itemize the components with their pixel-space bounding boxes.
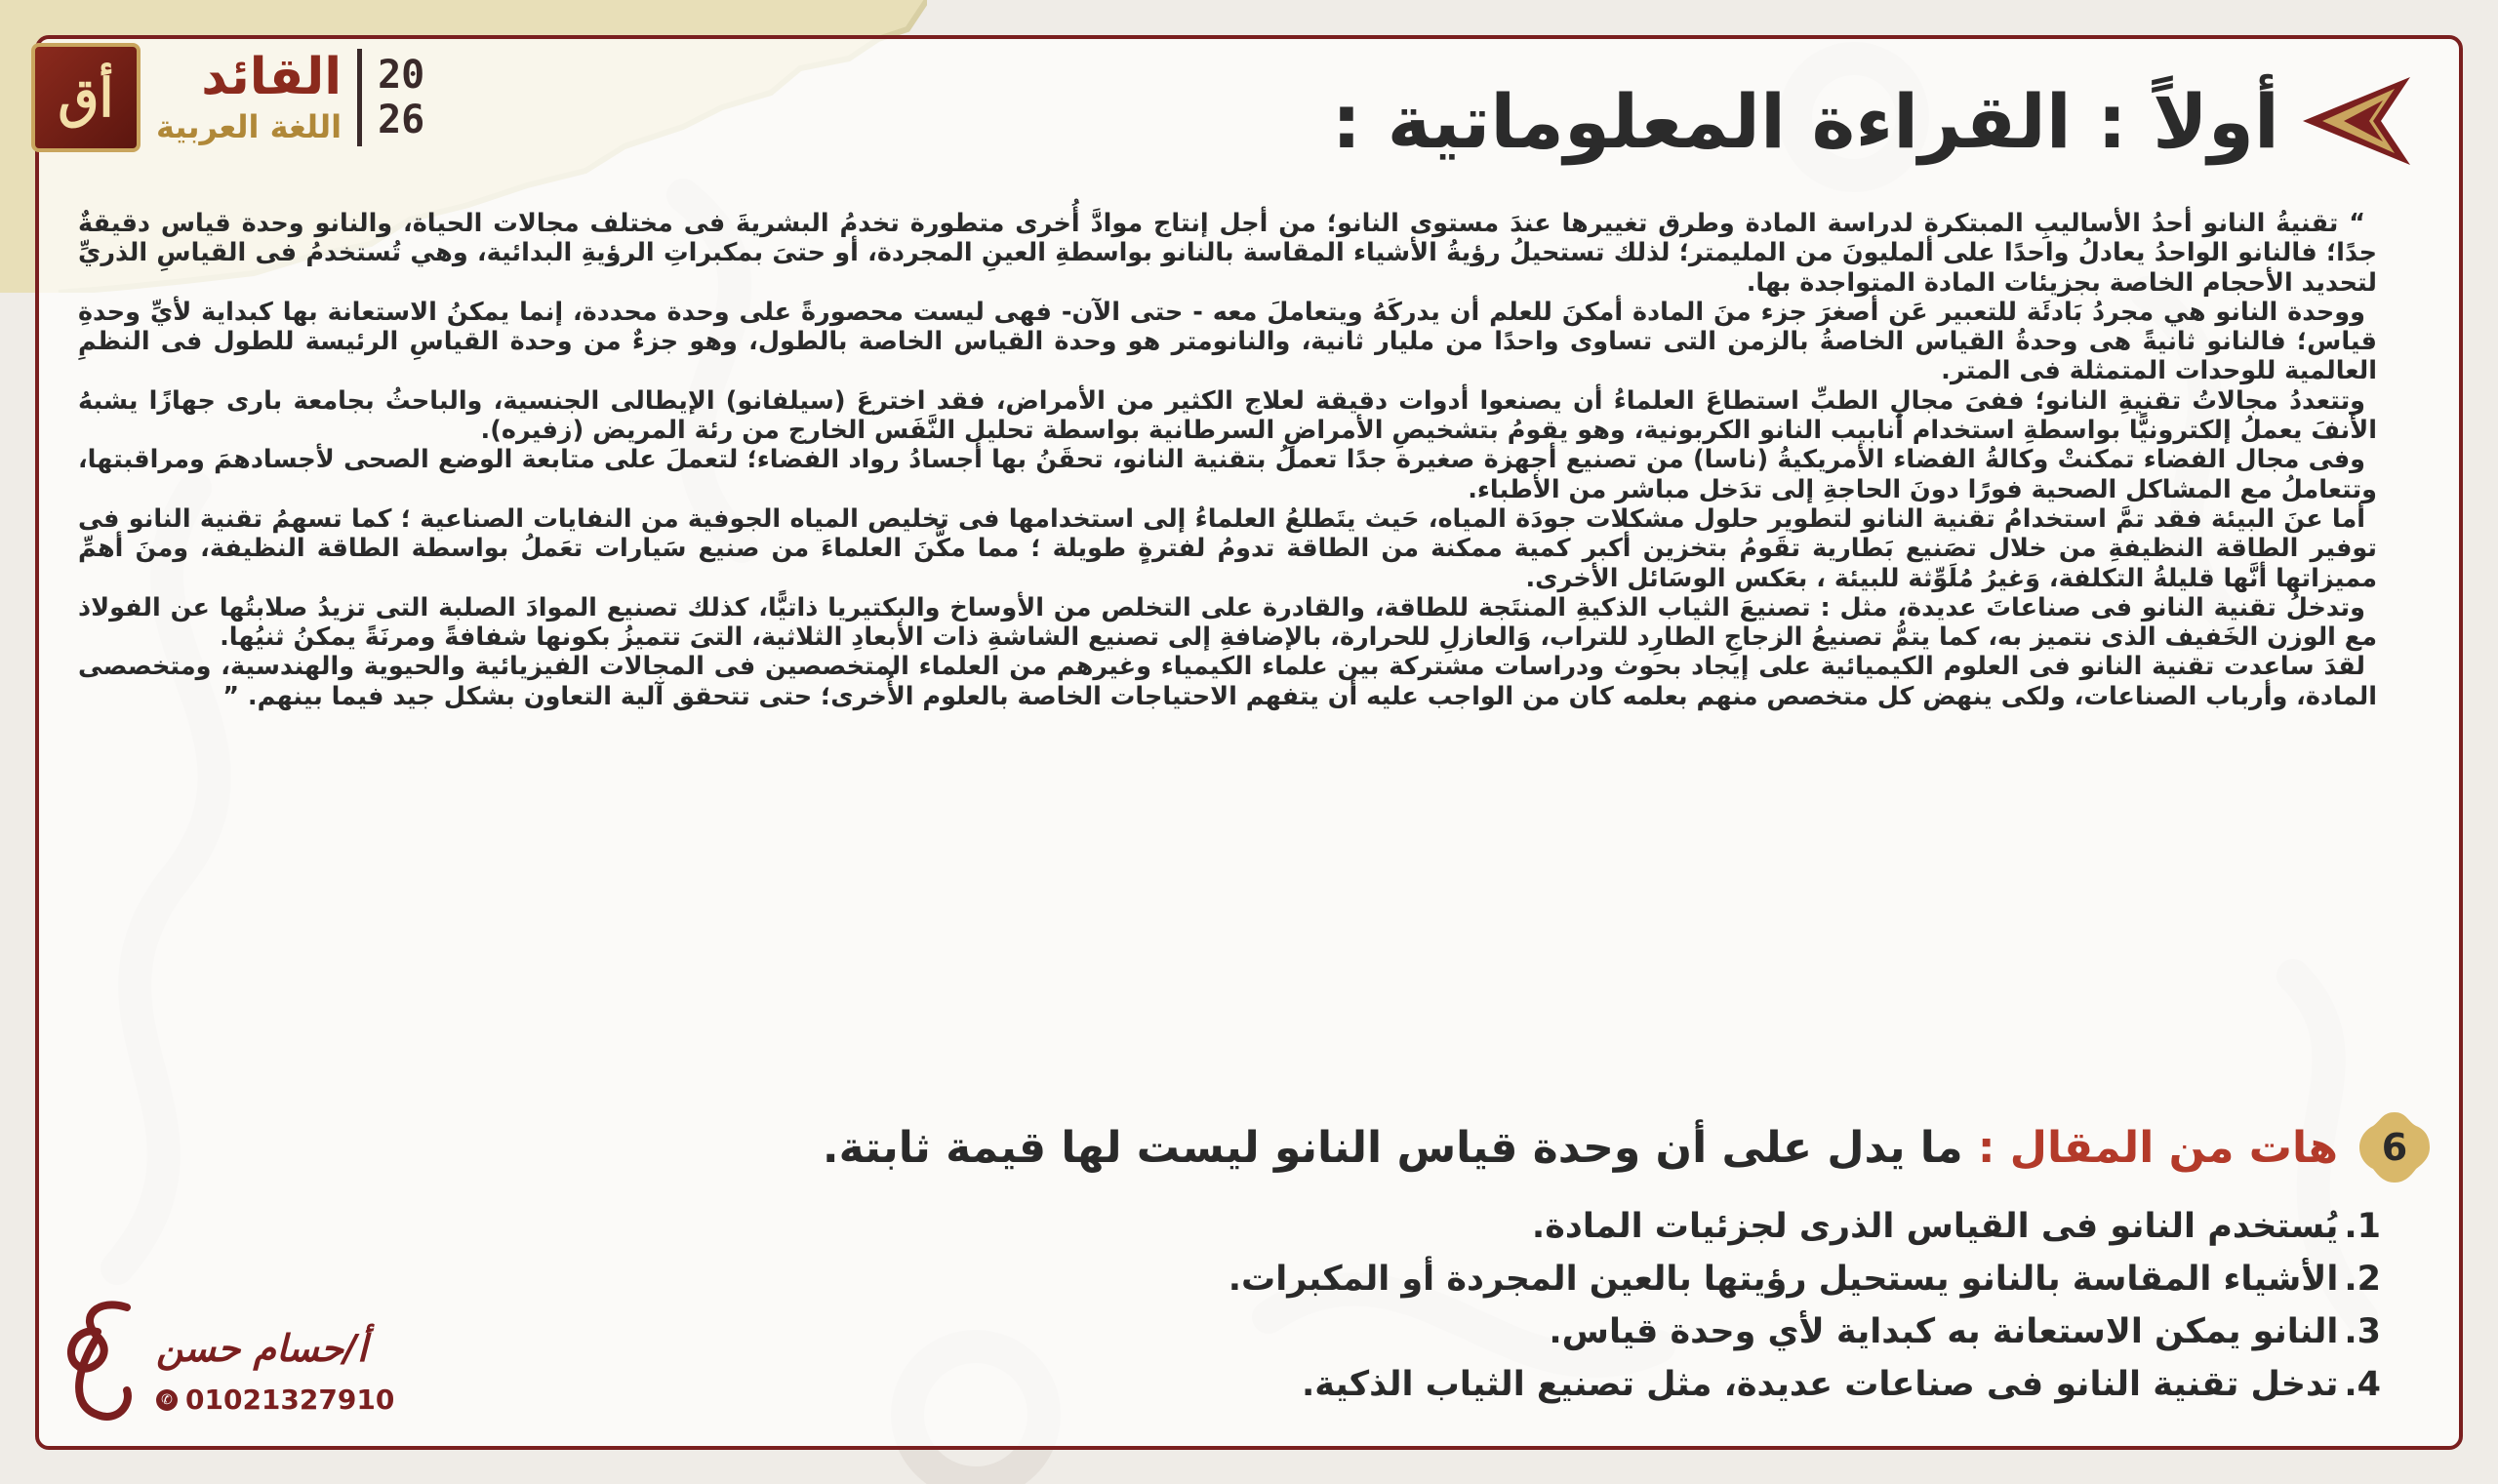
answer-list <box>429 1200 2381 1411</box>
brand-subtitle: اللغة العربية <box>156 108 342 145</box>
brand-header <box>31 39 461 156</box>
answer-item <box>429 1200 2381 1253</box>
section-title <box>1332 62 2410 180</box>
brand-name: القائد <box>201 48 342 106</box>
article-paragraph: وتدخلُ تقنية النانو فى صناعاتَ عديدة، مثل : تصنيعَ الثياب الذكيةِ المنتَجة للطاقة، والقادرة على التخلص من الأوساخ والبكتيريا ذاتيًّا، كذلك تصنيع الموادَ الصلبة التى تزيدُ صلابتُها عن الفولاذ مع الوزن الخَفيف الذى نتميز به، كما يتمُّ تصنيعُ الزجاجِ الطارِد للتراب، وَالعازلِ للحرارة، بالإضافةِ إلى تصنيع الشاشةِ ذات الأبعادِ الثلاثية، التىَ تتميزُ بكونها شفافةً ومرنَةً يمكنُ ثنيُها. <box>78 592 2377 653</box>
brand-year <box>378 53 424 142</box>
question <box>92 1110 2434 1184</box>
brand-logo <box>31 43 141 152</box>
answer-text: يُستخدم النانو فى القياس الذرى لجزئيات المادة. <box>1531 1207 2339 1246</box>
answer-item <box>429 1305 2381 1358</box>
signature-phone-row <box>156 1384 394 1416</box>
answer-number: 4. <box>2344 1365 2381 1404</box>
signature-phone: 01021327910 <box>185 1384 395 1416</box>
answer-number: 3. <box>2344 1312 2381 1351</box>
article-paragraph: أما عنَ البيئة فقد تمَّ استخدامُ تقنية النانو لتطوير حلول مشكلات جودَة المياه، حَيث يتَطلعُ العلماءُ إلى استخدامها فى تخليص المياه الجوفية من النفايات الصناعية ؛ كما تسهمُ تقنية النانو فى توفير الطاقة النظيفةِ من خلال تصَنيع بَطارية تقَومُ بتخزين أكبر كمية ممكنة من الطاقة تدومُ لفترةٍ طويلة ؛ مما مكَّنَ العلماءَ من صنيع سَيارات تعَملُ بواسطة الطاقة النظيفة، ومنَ أهمِّ مميزاتها أنَّها قليلةُ التكلفة، وَغيرُ مُلَوِّثة للبيئة ، بعَكس الوسَائل الأخرى. <box>78 503 2377 593</box>
answer-text: الأشياء المقاسة بالنانو يستحيل رؤيتها بالعين المجردة أو المكبرات. <box>1228 1260 2339 1299</box>
article-paragraph: لقدَ ساعدت تقنية النانو فى العلوم الكيميائية على إيجاد بحوث ودراسات مشتركة بين علماء الكيمياء وغيرهم من العلماء المتخصصين فى المجالات الفيزيائية والحيوية والهندسية، ومتخصصى المادة، وأرباب الصناعات، ولكى ينهض كل متخصص منهم بعلمه كان من الواجب عليه أن يتفهم الاحتياجات الخاصة بالعلوم الأُخرى؛ حتى تتحقق آلية التعاون بشكل جيد فيما بينهم. ” <box>78 652 2377 711</box>
phone-icon: ✆ <box>156 1389 178 1411</box>
article-paragraph: “ تقنيةُ النانو أحدُ الأساليبِ المبتكرة لدراسة المادة وطرق تغييرها عندَ مستوى النانو؛ من أجل إنتاج موادَّ أُخرى متطورة تخدمُ البشريةَ فى مختلف مجالات الحياة، والنانو وحدة قياس دقيقةٌ جدًا؛ فالنانو الواحدُ يعادلُ واحدًا على ألمليونَ من المليمتر؛ لذلك تستحيلُ رؤيةُ الأشياء المقاسة بالنانو بواسطةِ العينِ المجردة، أو حتىَ بمكبراتِ الرؤيةِ البدائية، وهي تُستخدمُ فى القياسِ الذريِّ لتحديد الأحجام الخاصة بجزيئات المادة المتواجدة بها. <box>78 209 2377 298</box>
signature-name: أ/حسام حسن <box>156 1327 368 1370</box>
question-label: هات من المقال : <box>1977 1122 2338 1173</box>
question-text-wrap <box>823 1123 2338 1173</box>
answer-item <box>429 1253 2381 1305</box>
article-paragraph: وتتعددُ مجالاتُ تقنيةِ النانو؛ ففىَ مجالِ الطبِّ استطاعَ العلماءُ أن يصنعوا أدوات دقيقة لعلاج الكثير من الأمراض، فقد اخترعَ (سيلفانو) الإيطالى الجنسية، والباحثُ بجامعة بارى جهازًا يشبهُ الأنفَ يعملُ إلكترونيًّا بواسطةِ استخدام أنابيب النانو الكربونية، وهو يقومُ بتشخيصِ الأمراضِ السرطانية بواسطة تحليل النَّفَس الخارج من رئة المريض (زفيره). <box>78 385 2377 446</box>
answer-item <box>429 1358 2381 1411</box>
question-number-badge <box>2356 1108 2434 1186</box>
brand-logo-text: أق <box>58 66 114 129</box>
answer-number: 2. <box>2344 1260 2381 1299</box>
brand-text <box>156 48 342 147</box>
chevron-arrow-icon <box>2293 67 2410 175</box>
brand-year-top: 20 <box>378 53 425 98</box>
brand-divider <box>357 49 362 146</box>
article-paragraph: ووحدة النانو هي مجردُ بَادئَة للتعبير عَن أصغرَ جزء منَ المادة أمكنَ للعلم أن يدركَهُ ويتعاملَ معه - حتى الآن- فهى ليست محصورةً على وحدة محددة، إنما يمكنُ الاستعانة بها كبداية لأيِّ وحدةِ قياس؛ فالنانو ثانيةً هى وحدةُ القياس الخاصةُ بالزمن التى تساوى واحدًا من مليار ثانية، والنانومتر هو وحدة القياس الخاصة بالطول، وهو جزءٌ من وحدة القياسِ الرئيسة للطول فى النظمِ العالمية للوحدات المتمثلة فى المتر. <box>78 297 2377 386</box>
question-number: 6 <box>2381 1126 2408 1169</box>
teacher-signature <box>59 1288 395 1434</box>
article-body <box>78 209 2377 711</box>
brand-year-bottom: 26 <box>378 98 425 142</box>
answer-text: تدخل تقنية النانو فى صناعات عديدة، مثل تصنيع الثياب الذكية. <box>1301 1365 2339 1404</box>
answer-number: 1. <box>2344 1207 2381 1246</box>
answer-text: النانو يمكن الاستعانة به كبداية لأي وحدة قياس. <box>1549 1312 2339 1351</box>
question-text: ما يدل على أن وحدة قياس النانو ليست لها قيمة ثابتة. <box>822 1122 1963 1173</box>
page-title: أولاً : القراءة المعلوماتية : <box>1331 77 2279 165</box>
article-paragraph: وفى مجال الفضاء تمكنتْ وكالةُ الفضاء الأمريكيةُ (ناسا) من تصنيع أجهزة صغيرة جدًا تعملُ بتقنية النانو، تحقَنُ بها أجسادُ رواد الفضاء؛ لتعملَ على متابعة الوضع الصحى لأجسادهمَ ومراقبتها، وتتعاملُ مع المشاكل الصحية فورًا دونَ الحاجةِ إلى تدَخل مباشر من الأطباء. <box>78 445 2377 504</box>
signature-flourish-icon <box>59 1288 156 1434</box>
